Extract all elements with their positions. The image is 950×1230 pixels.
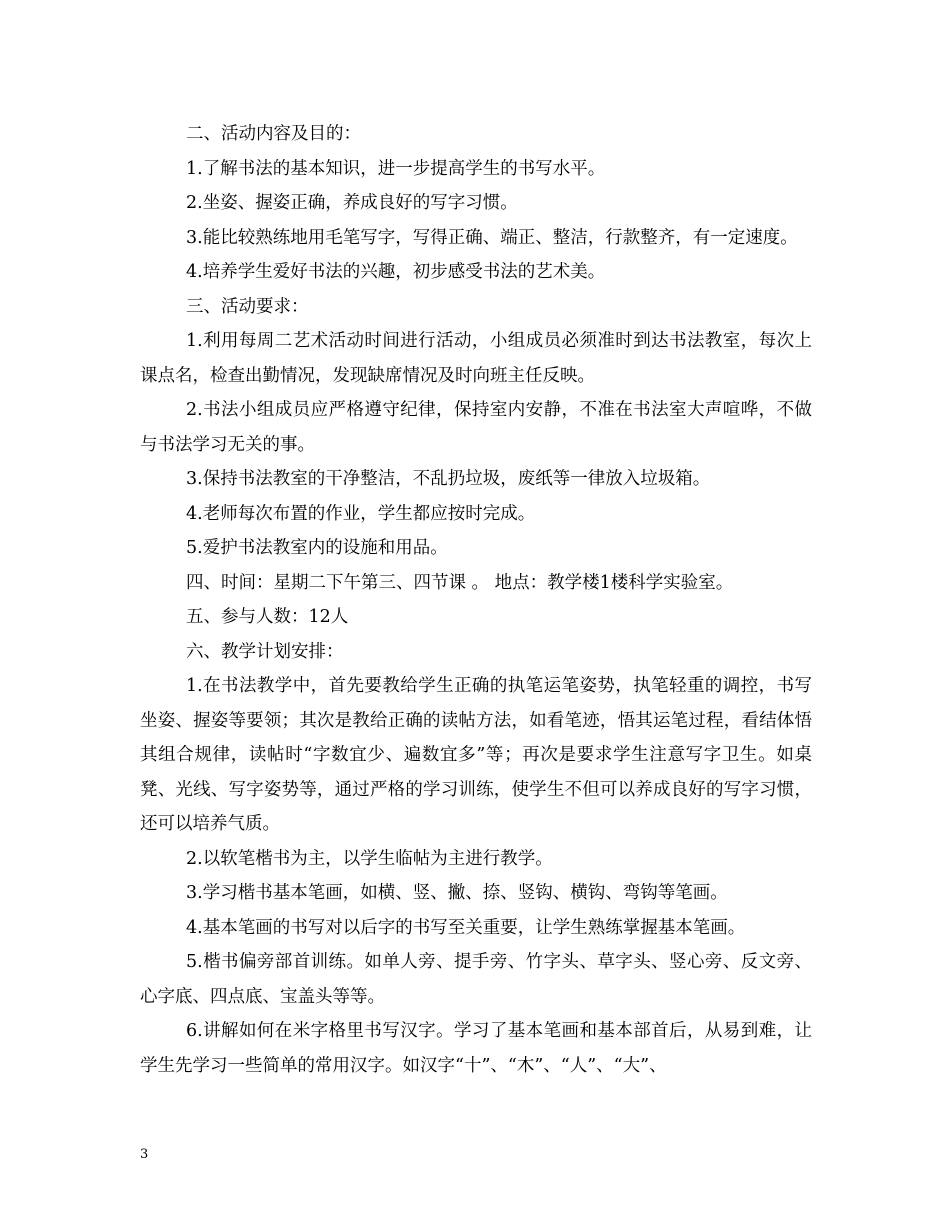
paragraph: 3.保持书法教室的干净整洁，不乱扔垃圾，废纸等一律放入垃圾箱。 xyxy=(186,469,711,489)
section-heading-teaching-plan: 六、教学计划安排： xyxy=(186,641,344,662)
page-body xyxy=(140,117,812,1083)
paragraph: 3.能比较熟练地用毛笔写字，写得正确、端正、整洁，行款整齐，有一定速度。 xyxy=(186,227,798,248)
paragraph: 1.利用每周二艺术活动时间进行活动，小组成员必须准时到达书法教室，每次上课点名，检查出勤情况，发现缺席情况及时向班主任反映。 xyxy=(140,331,812,386)
paragraph: 2.坐姿、握姿正确，养成良好的写字习惯。 xyxy=(186,193,518,213)
paragraph: 4.培养学生爱好书法的兴趣，初步感受书法的艺术美。 xyxy=(186,262,606,282)
section-heading-participants: 五、参与人数：12人 xyxy=(186,607,349,627)
paragraph: 5.爱护书法教室内的设施和用品。 xyxy=(186,538,448,558)
paragraph: 6.讲解如何在米字格里书写汉字。学习了基本笔画和基本部首后，从易到难，让学生先学习一些简单的常用汉字。如汉字“十”、“木”、“人”、“大”、 xyxy=(140,1021,812,1076)
paragraph: 1.了解书法的基本知识，进一步提高学生的书写水平。 xyxy=(186,158,606,179)
paragraph: 4.基本笔画的书写对以后字的书写至关重要，让学生熟练掌握基本笔画。 xyxy=(186,917,746,938)
section-heading-requirements: 三、活动要求： xyxy=(186,296,309,317)
section-heading-time-location: 四、时间：星期二下午第三、四节课 。 地点：教学楼1楼科学实验室。 xyxy=(186,572,734,593)
paragraph: 4.老师每次布置的作业，学生都应按时完成。 xyxy=(186,503,536,524)
paragraph: 2.以软笔楷书为主，以学生临帖为主进行教学。 xyxy=(186,848,553,869)
paragraph: 5.楷书偏旁部首训练。如单人旁、提手旁、竹字头、草字头、竖心旁、反文旁、心字底、四点底、宝盖头等等。 xyxy=(140,952,812,1007)
page-number: 3 xyxy=(140,1147,149,1162)
paragraph: 3.学习楷书基本笔画，如横、竖、撇、捺、竖钩、横钩、弯钩等笔画。 xyxy=(186,883,728,903)
section-heading-content-goals: 二、活动内容及目的： xyxy=(186,124,361,144)
paragraph: 2.书法小组成员应严格遵守纪律，保持室内安静，不准在书法室大声喧哗，不做与书法学习无关的事。 xyxy=(140,400,812,455)
paragraph: 1.在书法教学中，首先要教给学生正确的执笔运笔姿势，执笔轻重的调控，书写坐姿、握姿等要领；其次是教给正确的读帖方法，如看笔迹，悟其运笔过程，看结体悟其组合规律，读帖时“字数宜少、遍数宜多”等；再次是要求学生注意写字卫生。如桌凳、光线、写字姿势等，通过严格的学习训练，使学生不但可以养成良好的写字习惯，还可以培养气质。 xyxy=(140,676,812,834)
